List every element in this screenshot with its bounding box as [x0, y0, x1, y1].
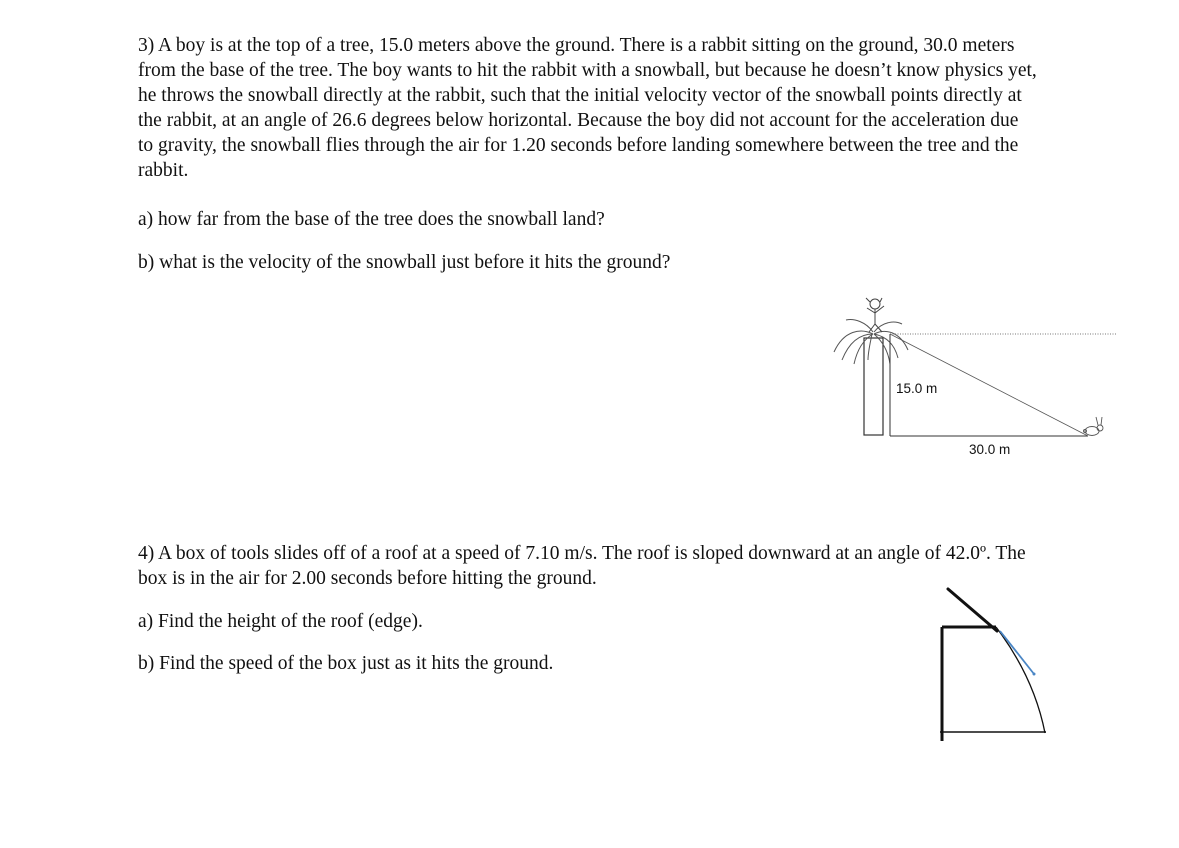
problem-3-part-b: b) what is the velocity of the snowball just before it hits the ground? — [138, 252, 671, 273]
trajectory-curve — [996, 627, 1045, 733]
velocity-arrow-tip — [1033, 673, 1036, 676]
problem-3-statement: 3) A boy is at the top of a tree, 15.0 meters above the ground. There is a rabbit sitting on the ground, 30.0 meters from the base of the tree. The boy wants to hit the rabbit with a snowball, but because he doesn’t know physics yet, he throws the snowball directly at the rabbit, such that the initial velocity vector of the snowball points directly at the rabbit, at an angle of 26.6 degrees below horizontal. Because the boy did not account for the acceleration due to gravity, the snowball flies through the air for 1.20 seconds before landing somewhere between the tree and the rabbit. — [138, 35, 1037, 181]
tree-rabbit-diagram — [826, 290, 1116, 470]
problem-4-part-b: b) Find the speed of the box just as it hits the ground. — [138, 653, 554, 674]
tree-foliage — [834, 320, 908, 365]
height-label: 15.0 m — [896, 381, 938, 396]
problem-4-part-a: a) Find the height of the roof (edge). — [138, 611, 423, 632]
rabbit-figure — [1084, 417, 1104, 436]
problem-4-statement: 4) A box of tools slides off of a roof at a speed of 7.10 m/s. The roof is sloped downward at an angle of 42.0º. The box is in the air for 2.00 seconds before hitting the ground. — [138, 543, 1026, 589]
distance-label: 30.0 m — [969, 442, 1011, 457]
roof-diagram — [930, 585, 1050, 750]
velocity-vector — [1000, 631, 1034, 674]
tree-trunk — [864, 338, 883, 435]
roof-slope — [948, 589, 997, 631]
problem-3-part-a: a) how far from the base of the tree does the snowball land? — [138, 209, 605, 230]
